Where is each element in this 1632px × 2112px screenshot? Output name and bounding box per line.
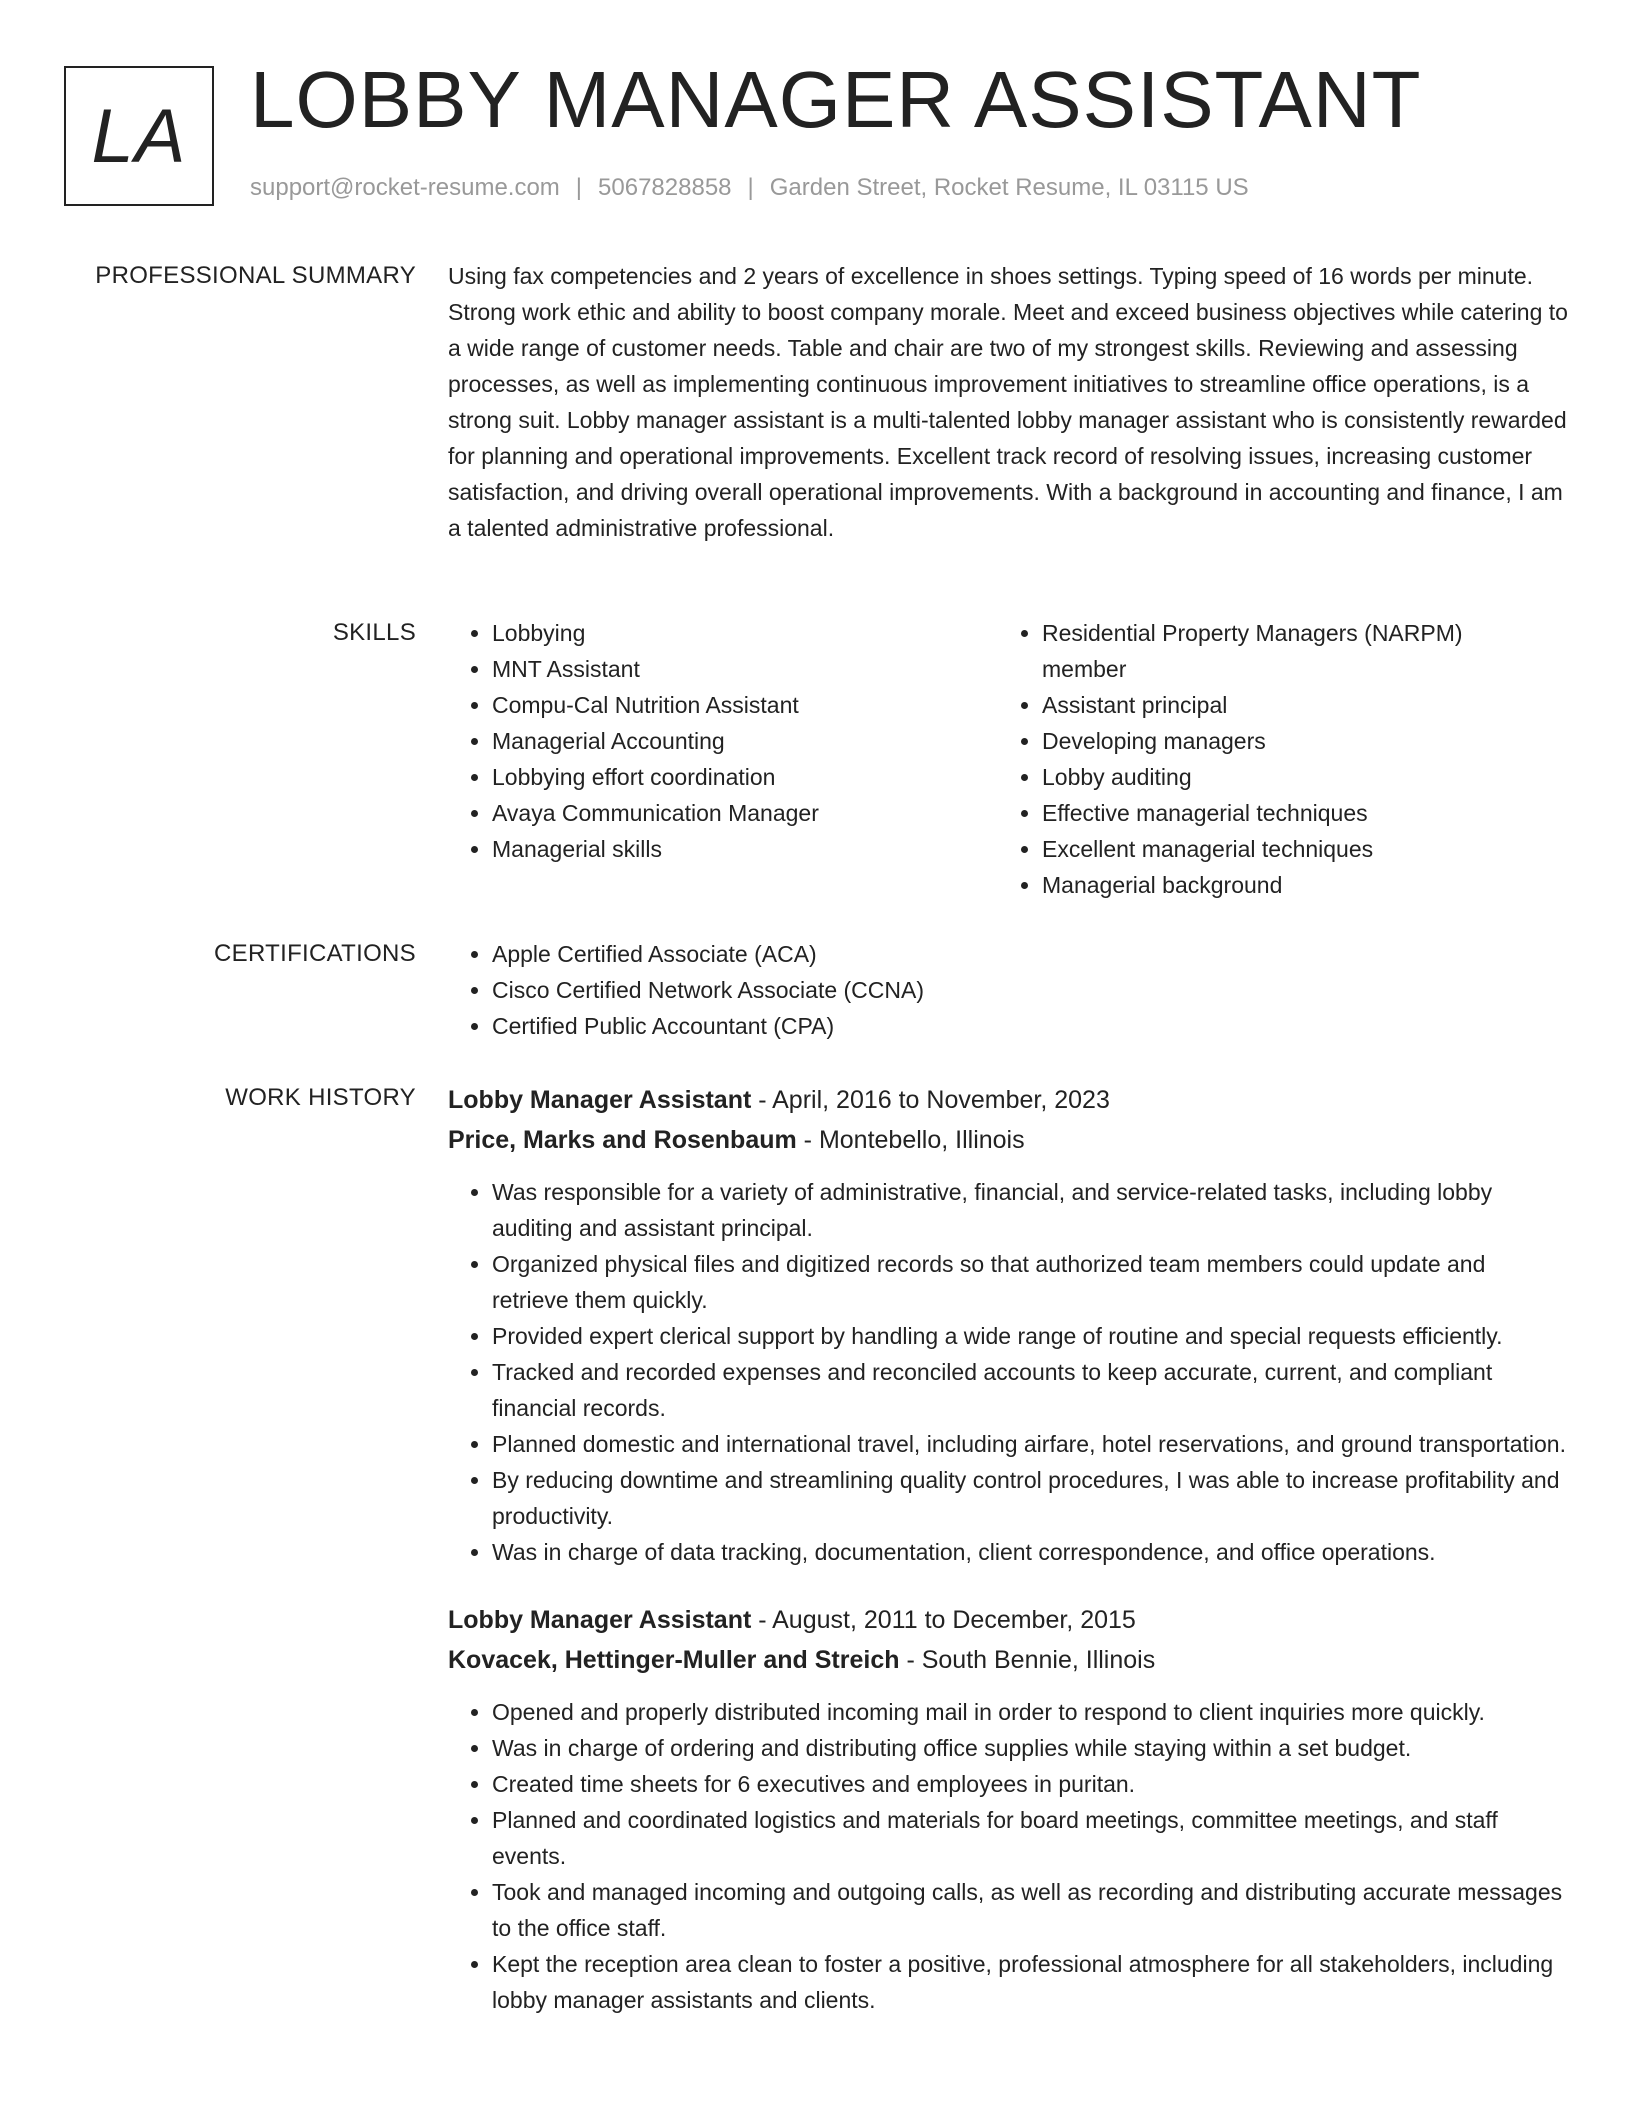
job-bullet: • Was in charge of ordering and distributing office supplies while staying within a set budget. — [492, 1730, 1568, 1766]
contact-address: Garden Street, Rocket Resume, IL 03115 US — [769, 174, 1249, 201]
job-bullet: • Took and managed incoming and outgoing calls, as well as recording and distributing accurate messages to the office staff. — [492, 1874, 1568, 1946]
job-dates: - April, 2016 to November, 2023 — [751, 1086, 1110, 1114]
certifications-list — [448, 936, 1568, 1044]
job-bullets — [448, 1174, 1568, 1570]
job-bullet: • By reducing downtime and streamlining quality control procedures, I was able to increase profitability and productivity. — [492, 1462, 1568, 1534]
job-company: Price, Marks and Rosenbaum — [448, 1126, 797, 1154]
skill-item: • Residential Property Managers (NARPM) member — [1042, 615, 1548, 687]
contact-separator: | — [575, 174, 583, 201]
skill-item: • Avaya Communication Manager — [492, 795, 998, 831]
job-bullet: • Planned and coordinated logistics and materials for board meetings, committee meetings, and staff events. — [492, 1802, 1568, 1874]
skills-heading: SKILLS — [332, 619, 416, 646]
certifications-heading: CERTIFICATIONS — [214, 940, 416, 967]
skills-body — [448, 615, 1568, 903]
contact-separator: | — [747, 174, 754, 201]
summary-text: Using fax competencies and 2 years of excellence in shoes settings. Typing speed of 16 words per minute. Strong work ethic and ability to boost company morale. Meet and exceed business objectives while catering to a wide range of customer needs. Table and chair are two of my strongest skills. Reviewing and assessing processes, as well as implementing continuous improvement initiatives to streamline office operations, is a strong suit. Lobby manager assistant is a multi-talented lobby manager assistant who is consistently rewarded for planning and operational improvements. Excellent track record of resolving issues, increasing customer satisfaction, and driving overall operational improvements. With a background in accounting and finance, I am a talented administrative professional. — [448, 263, 1568, 541]
job-entry — [448, 1600, 1568, 2018]
skill-item: • Assistant principal — [1042, 687, 1548, 723]
job-company-line — [448, 1640, 1568, 1680]
summary-body — [448, 258, 1568, 546]
job-company: Kovacek, Hettinger-Muller and Streich — [448, 1646, 900, 1674]
skill-item: • Managerial skills — [492, 831, 998, 867]
skill-item: • Effective managerial techniques — [1042, 795, 1548, 831]
contact-phone: 5067828858 — [598, 174, 732, 201]
monogram-box — [64, 66, 214, 206]
certification-item: • Apple Certified Associate (ACA) — [492, 936, 1568, 972]
skill-item: • Lobbying — [492, 615, 998, 651]
job-company-line — [448, 1120, 1568, 1160]
summary-heading: PROFESSIONAL SUMMARY — [95, 262, 416, 289]
job-bullet: • Tracked and recorded expenses and reconciled accounts to keep accurate, current, and compliant financial records. — [492, 1354, 1568, 1426]
job-bullet: • Was responsible for a variety of administrative, financial, and service-related tasks, including lobby auditing and assistant principal. — [492, 1174, 1568, 1246]
job-title-line — [448, 1080, 1568, 1120]
job-title: Lobby Manager Assistant — [448, 1086, 752, 1114]
job-bullet: • Opened and properly distributed incoming mail in order to respond to client inquiries more quickly. — [492, 1694, 1568, 1730]
monogram-initials: LA — [91, 93, 187, 179]
certification-item: • Cisco Certified Network Associate (CCNA) — [492, 972, 1568, 1008]
work-history-body — [448, 1080, 1568, 2018]
job-title: Lobby Manager Assistant — [448, 1606, 752, 1634]
job-bullet: • Kept the reception area clean to foster a positive, professional atmosphere for all stakeholders, including lobby manager assistants and clients. — [492, 1946, 1568, 2018]
job-bullet: • Created time sheets for 6 executives and employees in puritan. — [492, 1766, 1568, 1802]
job-entry — [448, 1080, 1568, 1570]
skill-item: • MNT Assistant — [492, 651, 998, 687]
job-bullet: • Organized physical files and digitized records so that authorized team members could update and retrieve them quickly. — [492, 1246, 1568, 1318]
skill-item: • Compu-Cal Nutrition Assistant — [492, 687, 998, 723]
job-dates: - August, 2011 to December, 2015 — [751, 1606, 1136, 1634]
certification-item: • Certified Public Accountant (CPA) — [492, 1008, 1568, 1044]
skill-item: • Lobby auditing — [1042, 759, 1548, 795]
job-bullets — [448, 1694, 1568, 2018]
job-bullet: • Was in charge of data tracking, documentation, client correspondence, and office operations. — [492, 1534, 1568, 1570]
skill-item: • Managerial background — [1042, 867, 1548, 903]
skills-list-right — [998, 615, 1548, 903]
candidate-name: LOBBY MANAGER ASSISTANT — [250, 55, 1422, 144]
certifications-body — [448, 936, 1568, 1044]
skill-item: • Developing managers — [1042, 723, 1548, 759]
contact-line — [250, 174, 1249, 202]
job-title-line — [448, 1600, 1568, 1640]
skill-item: • Lobbying effort coordination — [492, 759, 998, 795]
job-bullet: • Planned domestic and international travel, including airfare, hotel reservations, and ground transportation. — [492, 1426, 1568, 1462]
job-location: - Montebello, Illinois — [796, 1126, 1025, 1154]
contact-email: support@rocket-resume.com — [250, 174, 560, 201]
skill-item: • Managerial Accounting — [492, 723, 998, 759]
work-history-heading: WORK HISTORY — [225, 1084, 416, 1111]
skill-item: • Excellent managerial techniques — [1042, 831, 1548, 867]
job-location: - South Bennie, Illinois — [899, 1646, 1156, 1674]
skills-list-left — [448, 615, 998, 903]
job-bullet: • Provided expert clerical support by handling a wide range of routine and special requests efficiently. — [492, 1318, 1568, 1354]
